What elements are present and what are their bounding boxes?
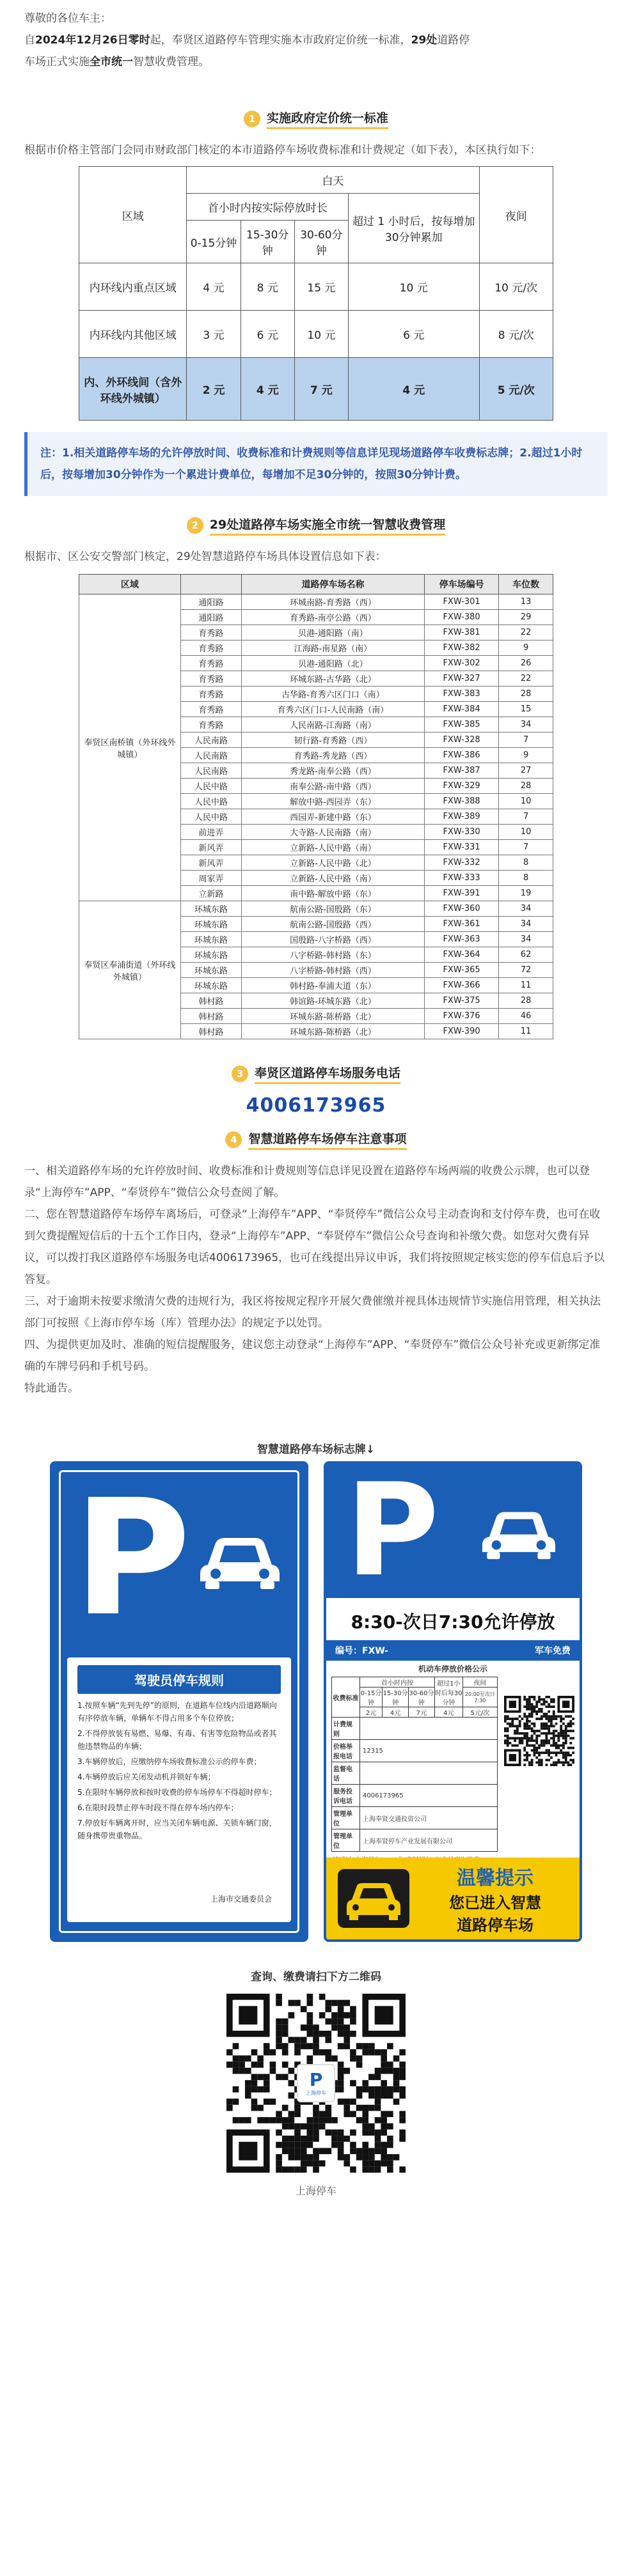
lot-code-cell: FXW-390 bbox=[424, 1024, 498, 1039]
car-icon bbox=[195, 1526, 285, 1590]
lot-road-cell: 前进弄 bbox=[180, 825, 241, 840]
intro bbox=[0, 0, 632, 73]
lot-name-cell: 育秀路-南亭公路（西） bbox=[242, 610, 425, 625]
lot-code-cell: FXW-388 bbox=[424, 794, 498, 809]
lot-code-cell: FXW-375 bbox=[424, 993, 498, 1009]
lot-area-cell: 奉贤区奉浦街道（外环线外城镇） bbox=[79, 901, 181, 1039]
signs-section bbox=[0, 1440, 632, 1942]
notice-paragraph: 二、您在智慧道路停车场停车离场后，可登录“上海停车”APP、“奉贤停车”微信公众号主动查询和支付停车费，也可在收到欠费提醒短信后的十五个工作日内，登录“上海停车”APP、“奉贤停车”微信公众号查询和补缴欠费。如您对欠费有异议，可以拨打我区道路停车场服务电话4006173965，也可在线提出异议申诉，我们将按照规定核实您的停车信息后予以答复。 bbox=[24, 1208, 605, 1286]
lot-road-cell: 通阳路 bbox=[180, 594, 241, 610]
price-note: 注：1.相关道路停车场的允许停放时间、收费标准和计费规则等信息详见现场道路停车收费标志牌；2.超过1小时后，按每增加30分钟作为一个累进计费单位，每增加不足30分钟的，按照30分钟计费。 bbox=[24, 432, 608, 496]
section-2-text: 根据市、区公安交警部门核定，29处智慧道路停车场具体设置信息如下表： bbox=[24, 550, 386, 563]
lot-name-cell: 立新路-人民中路（南） bbox=[242, 871, 425, 886]
effective-date: 2024年12月26日零时 bbox=[35, 34, 150, 47]
car-front-icon bbox=[335, 1866, 412, 1930]
lot-name-cell: 立新路-人民中路（南） bbox=[242, 840, 425, 855]
lot-name-cell: 立新路-人民中路（北） bbox=[242, 855, 425, 871]
notice-paragraph: 一、相关道路停车场的允许停放时间、收费标准和计费规则等信息详见设置在道路停车场两端的收费公示牌，也可以登录“上海停车”APP、“奉贤停车”微信公众号查阅了解。 bbox=[24, 1165, 590, 1199]
lot-spaces-cell: 28 bbox=[499, 779, 553, 794]
lot-name-cell: 江海路-南星路（南） bbox=[242, 640, 425, 656]
lot-code-cell: FXW-332 bbox=[424, 855, 498, 871]
lot-road-cell: 育秀路 bbox=[180, 625, 241, 640]
lot-code-cell: FXW-327 bbox=[424, 671, 498, 687]
lot-spaces-cell: 22 bbox=[499, 625, 553, 640]
notice-paragraph: 四、为提供更加及时、准确的短信提醒服务，建议您主动登录“上海停车”APP、“奉贤停车”微信公众号补充或更新绑定准确的车牌号码和手机号码。 bbox=[24, 1338, 601, 1373]
lot-table-row bbox=[79, 594, 553, 610]
lot-road-cell: 韩村路 bbox=[180, 1009, 241, 1024]
lot-road-cell: 环城东路 bbox=[180, 947, 241, 963]
lot-code-cell: FXW-331 bbox=[424, 840, 498, 855]
rule-item: 5.在限时车辆停放和按时收费的停车场停车不得超时停车； bbox=[77, 1788, 277, 1797]
allowed-hours: 8:30-次日7:30允许停放 bbox=[351, 1611, 555, 1633]
price-row: 内环线内重点区域 4 元 8 元 15 元 10 元 10 元/次 bbox=[79, 263, 553, 311]
lot-name-cell: 贝港-通阳路（南） bbox=[242, 625, 425, 640]
lot-spaces-cell: 7 bbox=[499, 733, 553, 748]
lot-name-cell: 韧行路-育秀路（西） bbox=[242, 733, 425, 748]
lot-code-cell: FXW-385 bbox=[424, 717, 498, 733]
lot-code-cell: FXW-363 bbox=[424, 932, 498, 947]
lot-code-cell: FXW-329 bbox=[424, 779, 498, 794]
lot-spaces-cell: 27 bbox=[499, 763, 553, 779]
lot-code-cell: FXW-302 bbox=[424, 656, 498, 671]
lot-code-cell: FXW-328 bbox=[424, 733, 498, 748]
lot-code-cell: FXW-360 bbox=[424, 901, 498, 917]
lot-spaces-cell: 15 bbox=[499, 702, 553, 717]
lot-code-cell: FXW-361 bbox=[424, 917, 498, 932]
lot-road-cell: 人民南路 bbox=[180, 733, 241, 748]
lot-spaces-cell: 13 bbox=[499, 594, 553, 610]
lot-road-cell: 人民中路 bbox=[180, 794, 241, 809]
lot-road-cell: 新风弄 bbox=[180, 840, 241, 855]
lot-name-cell: 育秀路-秀龙路（西） bbox=[242, 748, 425, 763]
lot-code-cell: FXW-366 bbox=[424, 978, 498, 993]
section-1-text: 根据市价格主管部门会同市财政部门核定的本市道路停车场收费标准和计费规定（如下表），本区执行如下： bbox=[24, 144, 541, 157]
lot-name-cell: 南中路-解放中路（东） bbox=[242, 886, 425, 901]
smart-parking-sign: P 8:30-次日7:30允许停放 编号：FXW- 军车免费 机动车停放价格公示 收费标准 首小时内按 超过1小时后每30分钟 夜间 0-15分钟 15-30分钟 30-60分钟 20:00至次日7:30 2元 4元 7元 4元 5元/次 计费规则 价格举报电话 12315 监督电话 服务投诉电话 4006173965 管理单位 上海奉贤交通投资公司 管理单位 上海奉贤停车产业发展有限公司 温馨提示 您已进入智慧 道路停车场 bbox=[324, 1461, 582, 1942]
rule-item: 7.停放好车辆离开时，应当关闭车辆电源、关锁车辆门窗，随身携带贵重物品。 bbox=[77, 1819, 277, 1840]
lot-spaces-cell: 34 bbox=[499, 917, 553, 932]
lot-header-road bbox=[180, 575, 241, 594]
qr-code-icon bbox=[504, 1696, 574, 1766]
price-header-area: 区域 bbox=[79, 167, 187, 263]
lot-spaces-cell: 29 bbox=[499, 610, 553, 625]
lot-name-cell: 人民南路-江海路（南） bbox=[242, 717, 425, 733]
lot-road-cell: 育秀路 bbox=[180, 687, 241, 702]
rules-list bbox=[77, 1699, 281, 1842]
lot-name-cell: 环城东路-陈桥路（北） bbox=[242, 1009, 425, 1024]
lot-road-cell: 环城东路 bbox=[180, 917, 241, 932]
rules-title: 驾驶员停车规则 bbox=[77, 1665, 281, 1694]
lot-name-cell: 秀龙路-南奉公路（西） bbox=[242, 763, 425, 779]
rule-item: 3.车辆停放后，应缴纳停车场收费标准公示的停车费； bbox=[77, 1757, 262, 1766]
warn-title: 温馨提示 bbox=[457, 1867, 533, 1889]
qr-title: 查询、缴费请扫下方二维码 bbox=[251, 1971, 381, 1983]
lot-code-cell: FXW-301 bbox=[424, 594, 498, 610]
lot-code-cell: FXW-364 bbox=[424, 947, 498, 963]
price-header-night: 夜间 bbox=[479, 167, 553, 263]
signs-caption: 智慧道路停车场标志牌↓ bbox=[257, 1443, 375, 1456]
lot-road-cell: 周家弄 bbox=[180, 871, 241, 886]
lot-spaces-cell: 9 bbox=[499, 640, 553, 656]
lot-spaces-cell: 7 bbox=[499, 840, 553, 855]
lot-spaces-cell: 7 bbox=[499, 809, 553, 825]
lot-road-cell: 人民中路 bbox=[180, 779, 241, 794]
lot-code-cell: FXW-365 bbox=[424, 963, 498, 978]
closing-text: 特此通告。 bbox=[24, 1382, 79, 1395]
lot-name-cell: 环城东路-陈桥路（北） bbox=[242, 1024, 425, 1039]
greeting: 尊敬的各位车主： bbox=[24, 12, 111, 25]
lot-road-cell: 立新路 bbox=[180, 886, 241, 901]
lot-name-cell: 南奉公路-南中路（西） bbox=[242, 779, 425, 794]
price-header-day: 白天 bbox=[187, 167, 479, 194]
lot-name-cell: 西园弄-新建中路（东） bbox=[242, 809, 425, 825]
lot-name-cell: 国殷路-八字桥路（西） bbox=[242, 932, 425, 947]
lot-road-cell: 育秀路 bbox=[180, 656, 241, 671]
lot-table-row bbox=[79, 901, 553, 917]
shanghai-parking-logo-icon: P bbox=[309, 2068, 323, 2090]
rule-item: 2.不得停放装有易燃、易爆、有毒、有害等危险物品或者其他违禁物品的车辆； bbox=[77, 1729, 277, 1751]
lot-spaces-cell: 11 bbox=[499, 1024, 553, 1039]
lot-road-cell: 韩村路 bbox=[180, 993, 241, 1009]
intro-paragraph: 自2024年12月26日零时起，奉贤区道路停车管理实施本市政府定价统一标准，29处道路停 车场正式实施全市统一智慧收费管理。 bbox=[24, 34, 470, 68]
lot-code-cell: FXW-380 bbox=[424, 610, 498, 625]
lot-road-cell: 通阳路 bbox=[180, 610, 241, 625]
lot-code-cell: FXW-376 bbox=[424, 1009, 498, 1024]
military-free: 军车免费 bbox=[535, 1646, 571, 1656]
lot-road-cell: 人民南路 bbox=[180, 763, 241, 779]
notice-paragraph: 三、对于逾期未按要求缴清欠费的违规行为，我区将按规定程序开展欠费催缴并视具体违规情节实施信用管理，相关执法部门可按照《上海市停车场（库）管理办法》的规定予以处罚。 bbox=[24, 1295, 601, 1330]
driver-rules-sign bbox=[50, 1461, 308, 1942]
lot-road-cell: 环城东路 bbox=[180, 932, 241, 947]
lot-spaces-cell: 9 bbox=[499, 748, 553, 763]
lot-spaces-cell: 10 bbox=[499, 825, 553, 840]
lot-spaces-cell: 28 bbox=[499, 993, 553, 1009]
lot-code-cell: FXW-387 bbox=[424, 763, 498, 779]
rule-item: 1.按照车辆“先到先停”的原则，在道路车位线内沿道路顺向有序停放车辆，单辆车不得占用多个车位停放； bbox=[77, 1701, 277, 1723]
qr-section bbox=[150, 1967, 482, 2198]
qr-logo-text: 上海停车 bbox=[306, 2090, 326, 2096]
lot-code-cell: FXW-389 bbox=[424, 809, 498, 825]
rule-item: 4.车辆停放后应关闭发动机并锁好车辆； bbox=[77, 1773, 216, 1781]
lot-code-cell: FXW-330 bbox=[424, 825, 498, 840]
price-table: 区域 白天 夜间 首小时内按实际停放时长 超过 1 小时后，按每增加30分钟累加 0-15分钟 15-30分钟 30-60分钟 内环线内重点区域 4 元 8 元 15 元 10 元 10 元/次 内环线内其他区域 3 元 6 元 10 元 6 元 8 元/次 内、外环线间（含外环线外城镇） 2 元 4 元 7 元 4 元 5 元/次 bbox=[79, 166, 553, 421]
lot-spaces-cell: 34 bbox=[499, 901, 553, 917]
lot-name-cell: 育秀六区门口-人民南路（南） bbox=[242, 702, 425, 717]
lot-code-cell: FXW-383 bbox=[424, 687, 498, 702]
lot-spaces-cell: 46 bbox=[499, 1009, 553, 1024]
lot-header-area: 区域 bbox=[79, 575, 181, 594]
lot-spaces-cell: 22 bbox=[499, 671, 553, 687]
price-subtitle: 机动车停放价格公示 bbox=[418, 1664, 487, 1673]
lot-name-cell: 八字桥路-韩村路（东） bbox=[242, 947, 425, 963]
lot-code-cell: FXW-384 bbox=[424, 702, 498, 717]
lot-code-cell: FXW-391 bbox=[424, 886, 498, 901]
price-row: 内环线内其他区域 3 元 6 元 10 元 6 元 8 元/次 bbox=[79, 311, 553, 358]
lot-table bbox=[79, 574, 553, 1039]
lot-road-cell: 育秀路 bbox=[180, 717, 241, 733]
section-4-heading: 4 智慧道路停车场停车注意事项 bbox=[0, 1129, 632, 1150]
lot-spaces-cell: 34 bbox=[499, 717, 553, 733]
qr-label: 上海停车 bbox=[295, 2185, 336, 2197]
lot-name-cell: 韩村路-奉浦大道（东） bbox=[242, 978, 425, 993]
rule-item: 6.在限时段禁止停车时段不得在停车场内停车； bbox=[77, 1803, 239, 1812]
section-1-heading bbox=[0, 109, 632, 129]
lot-name-cell: 大寺路-人民南路（南） bbox=[242, 825, 425, 840]
lot-road-cell: 育秀路 bbox=[180, 640, 241, 656]
lot-header-spaces: 车位数 bbox=[499, 575, 553, 594]
section-number: 1 bbox=[244, 111, 260, 127]
lot-code-cell: FXW-382 bbox=[424, 640, 498, 656]
lot-count: 29处 bbox=[411, 34, 438, 47]
lot-code-cell: FXW-381 bbox=[424, 625, 498, 640]
lot-name-cell: 韩谊路-环城东路（北） bbox=[242, 993, 425, 1009]
lot-name-cell: 解放中路-西园弄（东） bbox=[242, 794, 425, 809]
lot-road-cell: 育秀路 bbox=[180, 702, 241, 717]
lot-spaces-cell: 10 bbox=[499, 794, 553, 809]
lot-spaces-cell: 72 bbox=[499, 963, 553, 978]
section-title: 实施政府定价统一标准 bbox=[267, 109, 388, 129]
section-3-heading: 3 奉贤区道路停车场服务电话 bbox=[0, 1064, 632, 1084]
lot-road-cell: 环城东路 bbox=[180, 978, 241, 993]
lot-area-cell: 奉贤区南桥镇（外环线外城镇） bbox=[79, 594, 181, 901]
price-row-highlight: 内、外环线间（含外环线外城镇） 2 元 4 元 7 元 4 元 5 元/次 bbox=[79, 358, 553, 421]
lot-spaces-cell: 8 bbox=[499, 855, 553, 871]
lot-name-cell: 航南公路-国殷路（东） bbox=[242, 901, 425, 917]
price-header-first-hour: 首小时内按实际停放时长 bbox=[187, 194, 349, 221]
lot-code-cell: FXW-333 bbox=[424, 871, 498, 886]
price-header-over: 超过 1 小时后，按每增加30分钟累加 bbox=[349, 194, 479, 263]
lot-name-cell: 古华路-育秀六区门口（南） bbox=[242, 687, 425, 702]
lot-spaces-cell: 28 bbox=[499, 687, 553, 702]
lot-spaces-cell: 19 bbox=[499, 886, 553, 901]
lot-code-cell: FXW-386 bbox=[424, 748, 498, 763]
lot-name-cell: 八字桥路-韩村路（西） bbox=[242, 963, 425, 978]
lot-header-name: 道路停车场名称 bbox=[242, 575, 425, 594]
lot-road-cell: 新风弄 bbox=[180, 855, 241, 871]
lot-name-cell: 环城南路-育秀路（西） bbox=[242, 594, 425, 610]
lot-spaces-cell: 34 bbox=[499, 932, 553, 947]
lot-name-cell: 贝港-通阳路（北） bbox=[242, 656, 425, 671]
car-icon bbox=[477, 1501, 560, 1560]
lot-road-cell: 人民南路 bbox=[180, 748, 241, 763]
lot-spaces-cell: 26 bbox=[499, 656, 553, 671]
lot-spaces-cell: 11 bbox=[499, 978, 553, 993]
lot-spaces-cell: 62 bbox=[499, 947, 553, 963]
lot-spaces-cell: 8 bbox=[499, 871, 553, 886]
lot-road-cell: 环城东路 bbox=[180, 963, 241, 978]
lot-road-cell: 育秀路 bbox=[180, 671, 241, 687]
rules-issuer: 上海市交通委员会 bbox=[210, 1895, 272, 1904]
section-2-heading: 2 29处道路停车场实施全市统一智慧收费管理 bbox=[0, 515, 632, 536]
lot-name-cell: 环城东路-古华路（北） bbox=[242, 671, 425, 687]
lot-road-cell: 人民中路 bbox=[180, 809, 241, 825]
lot-code-label: 编号：FXW- bbox=[335, 1646, 388, 1656]
sign-price-table: 收费标准 首小时内按 超过1小时后每30分钟 夜间 0-15分钟 15-30分钟 30-60分钟 20:00至次日7:30 2元 4元 7元 4元 5元/次 计费规则 价格举报电话 12315 监督电话 服务投诉电话 4006173965 管理单位 上海奉贤交通投资公司 管理单位 上海奉贤停车产业发展有限公司 bbox=[331, 1677, 498, 1852]
parking-p-letter: P bbox=[74, 1465, 191, 1651]
lot-name-cell: 航南公路-国殷路（西） bbox=[242, 917, 425, 932]
lot-road-cell: 环城东路 bbox=[180, 901, 241, 917]
service-phone[interactable]: 4006173965 bbox=[246, 1094, 386, 1117]
lot-road-cell: 韩村路 bbox=[180, 1024, 241, 1039]
lot-header-code: 停车场编号 bbox=[424, 575, 498, 594]
